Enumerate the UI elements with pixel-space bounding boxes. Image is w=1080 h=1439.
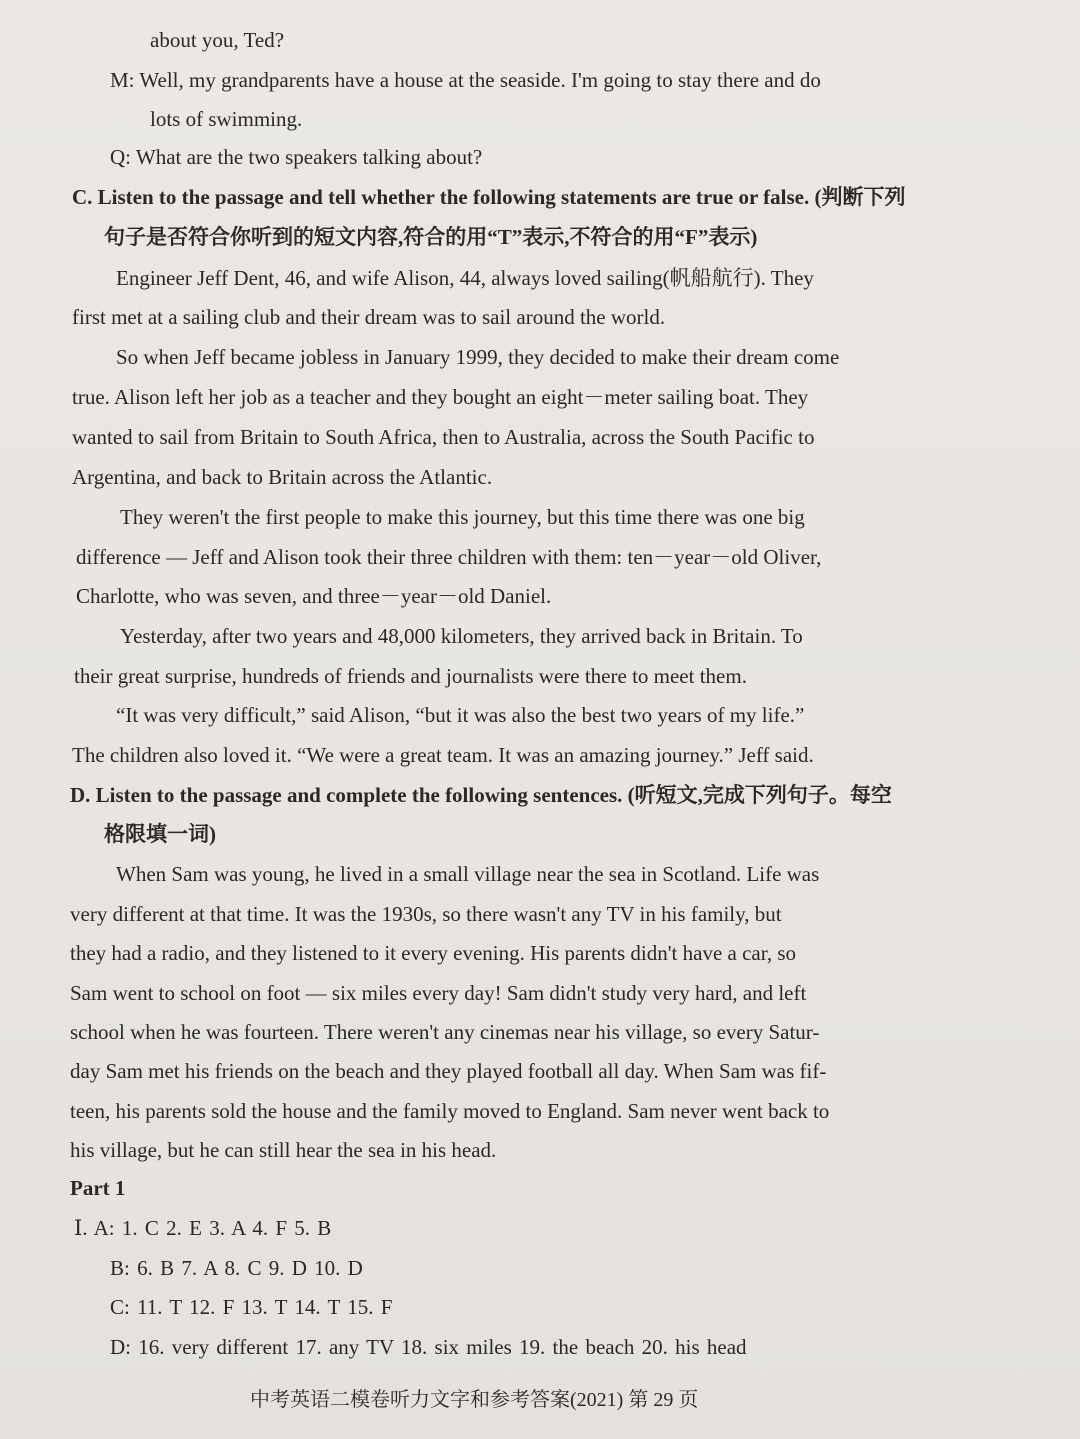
- dialogue-line: lots of swimming.: [150, 107, 303, 131]
- passage-line: When Sam was young, he lived in a small village near the sea in Scotland. Life was: [116, 862, 820, 886]
- passage-line: Argentina, and back to Britain across the Atlantic.: [72, 465, 493, 489]
- question-line: Q: What are the two speakers talking about?: [110, 145, 483, 169]
- passage-line: true. Alison left her job as a teacher and they bought an eight－meter sailing boat. They: [72, 385, 809, 409]
- passage-line: school when he was fourteen. There weren't any cinemas near his village, so every Satur-: [70, 1020, 820, 1044]
- answer-part-title: Part 1: [70, 1176, 126, 1200]
- passage-line: So when Jeff became jobless in January 1999, they decided to make their dream come: [116, 345, 840, 369]
- passage-line: The children also loved it. “We were a great team. It was an amazing journey.” Jeff said.: [72, 743, 814, 767]
- passage-line: Charlotte, who was seven, and three－year－old Daniel.: [76, 584, 552, 608]
- passage-line: his village, but he can still hear the sea in his head.: [70, 1138, 497, 1162]
- section-c-instruction: C. Listen to the passage and tell whether the following statements are true or false. (判断下列: [72, 185, 906, 209]
- passage-line: They weren't the first people to make this journey, but this time there was one big: [120, 505, 805, 529]
- passage-line: “It was very difficult,” said Alison, “but it was also the best two years of my life.”: [116, 703, 805, 727]
- passage-line: first met at a sailing club and their dream was to sail around the world.: [72, 305, 666, 329]
- section-c-instruction: 句子是否符合你听到的短文内容,符合的用“T”表示,不符合的用“F”表示): [104, 225, 758, 249]
- passage-line: Yesterday, after two years and 48,000 kilometers, they arrived back in Britain. To: [120, 624, 803, 648]
- passage-line: Engineer Jeff Dent, 46, and wife Alison, 44, always loved sailing(帆船航行). They: [116, 266, 814, 290]
- passage-line: teen, his parents sold the house and the family moved to England. Sam never went back to: [70, 1099, 830, 1123]
- passage-line: wanted to sail from Britain to South Africa, then to Australia, across the South Pacific to: [72, 425, 815, 449]
- passage-line: they had a radio, and they listened to it every evening. His parents didn't have a car, so: [70, 941, 797, 965]
- passage-line: difference — Jeff and Alison took their three children with them: ten－year－old Oliver,: [76, 545, 822, 569]
- answer-row: D: 16. very different 17. any TV 18. six miles 19. the beach 20. his head: [110, 1335, 747, 1359]
- answer-row: Ⅰ. A: 1. C 2. E 3. A 4. F 5. B: [74, 1216, 332, 1240]
- passage-line: their great surprise, hundreds of friends and journalists were there to meet them.: [74, 664, 747, 688]
- passage-line: very different at that time. It was the 1930s, so there wasn't any TV in his family, but: [70, 902, 782, 926]
- passage-line: Sam went to school on foot — six miles every day! Sam didn't study very hard, and left: [70, 981, 807, 1005]
- dialogue-line: M: Well, my grandparents have a house at the seaside. I'm going to stay there and do: [110, 68, 821, 92]
- section-d-instruction: D. Listen to the passage and complete the following sentences. (听短文,完成下列句子。每空: [70, 783, 892, 807]
- passage-line: day Sam met his friends on the beach and they played football all day. When Sam was fif-: [70, 1059, 827, 1083]
- answer-row: B: 6. B 7. A 8. C 9. D 10. D: [110, 1256, 363, 1280]
- answer-row: C: 11. T 12. F 13. T 14. T 15. F: [110, 1295, 393, 1319]
- page-footer: 中考英语二模卷听力文字和参考答案(2021) 第 29 页: [250, 1389, 699, 1411]
- section-d-instruction: 格限填一词): [104, 822, 216, 846]
- dialogue-line: about you, Ted?: [150, 28, 285, 52]
